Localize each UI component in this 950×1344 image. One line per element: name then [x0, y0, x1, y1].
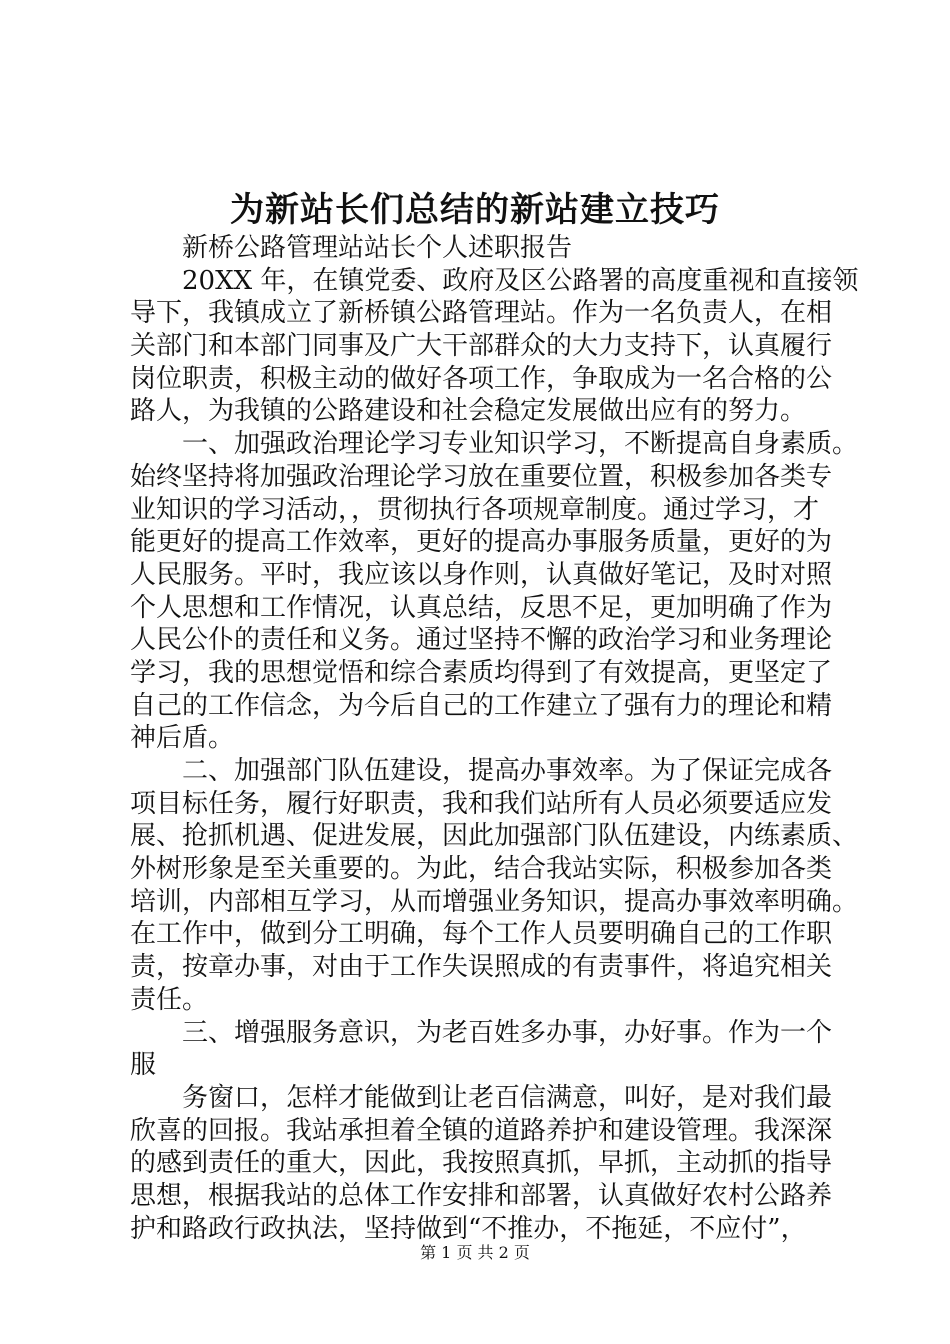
text-line: 一、加强政治理论学习专业知识学习，不断提高自身素质。	[130, 429, 859, 460]
text-line: 业知识的学习活动，，贯彻执行各项规章制度。通过学习，才	[130, 494, 820, 525]
text-line: 导下，我镇成立了新桥镇公路管理站。作为一名负责人，在相	[130, 298, 833, 329]
text-line: 岗位职责，积极主动的做好各项工作，争取成为一名合格的公	[130, 363, 833, 394]
document-body	[130, 232, 859, 1245]
text-line: 自己的工作信念，为今后自己的工作建立了强有力的理论和精	[130, 690, 833, 721]
text-line: 欣喜的回报。我站承担着全镇的道路养护和建设管理。我深深	[130, 1115, 833, 1146]
text-line: 三、增强服务意识，为老百姓多办事，办好事。作为一个	[130, 1017, 833, 1048]
text-line: 责，按章办事，对由于工作失误照成的有责事件，将追究相关	[130, 952, 833, 983]
text-line: 学习，我的思想觉悟和综合素质均得到了有效提高，更坚定了	[130, 657, 833, 688]
text-line: 在工作中，做到分工明确，每个工作人员要明确自己的工作职	[130, 919, 833, 950]
text-line: 的感到责任的重大，因此，我按照真抓，早抓，主动抓的指导	[130, 1148, 833, 1179]
text-line: 责任。	[130, 984, 209, 1015]
text-line: 人民服务。平时，我应该以身作则，认真做好笔记，及时对照	[130, 559, 833, 590]
text-line: 关部门和本部门同事及广大干部群众的大力支持下，认真履行	[130, 331, 833, 362]
text-line: 项目标任务，履行好职责，我和我们站所有人员必须要适应发	[130, 788, 833, 819]
text-line: 服	[130, 1050, 157, 1081]
text-line: 始终坚持将加强政治理论学习放在重要位置，积极参加各类专	[130, 461, 833, 492]
text-line: 护和路政行政执法，坚持做到“不推办，不拖延，不应付”，	[130, 1213, 807, 1244]
text-line: 务窗口，怎样才能做到让老百信满意，叫好，是对我们最	[130, 1082, 833, 1113]
text-line: 20XX 年，在镇党委、政府及区公路署的高度重视和直接领	[130, 265, 859, 296]
text-line: 能更好的提高工作效率，更好的提高办事服务质量，更好的为	[130, 527, 833, 558]
text-line: 个人思想和工作情况，认真总结，反思不足，更加明确了作为	[130, 592, 833, 623]
text-line: 二、加强部门队伍建设，提高办事效率。为了保证完成各	[130, 756, 833, 786]
document-title: 为新站长们总结的新站建立技巧	[230, 190, 720, 230]
text-line: 路人，为我镇的公路建设和社会稳定发展做出应有的努力。	[130, 396, 807, 427]
text-line: 培训，内部相互学习，从而增强业务知识，提高办事效率明确。	[130, 886, 859, 917]
text-line: 神后盾。	[130, 723, 235, 754]
page-footer: 第 1 页 共 2 页	[420, 1243, 530, 1262]
text-line: 外树形象是至关重要的。为此，结合我站实际，积极参加各类	[130, 854, 833, 885]
text-line: 展、抢抓机遇、促进发展，因此加强部门队伍建设，内练素质、	[130, 821, 859, 852]
text-line: 思想，根据我站的总体工作安排和部署，认真做好农村公路养	[130, 1180, 833, 1211]
text-line: 新桥公路管理站站长个人述职报告	[130, 233, 573, 263]
text-line: 人民公仆的责任和义务。通过坚持不懈的政治学习和业务理论	[130, 625, 833, 656]
